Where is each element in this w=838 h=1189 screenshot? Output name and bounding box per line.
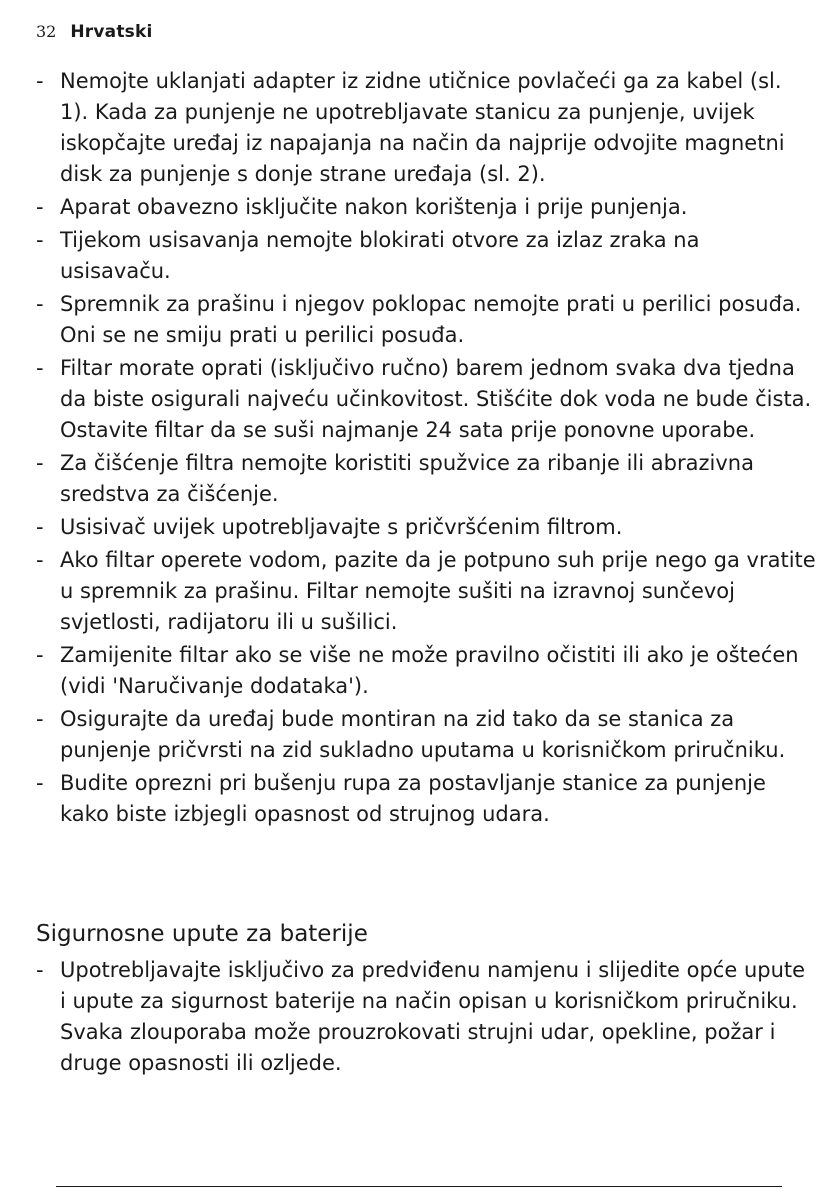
list-item-text: Usisivač uvijek upotrebljavajte s pričvršćenim filtrom. [60,515,623,539]
list-item [36,289,816,351]
page-number: 32 [36,22,57,41]
list-item [36,225,816,287]
list-bullet: - [36,548,44,572]
list-item-text: Osigurajte da uređaj bude montiran na zid tako da se stanica za punjenje pričvrsti na zid sukladno uputama u korisničkom priručniku. [60,707,786,762]
warnings-list [36,66,816,832]
list-item-text: Upotrebljavajte isključivo za predviđenu namjenu i slijedite opće upute i upute za sigurnost baterije na način opisan u korisničkom priručniku. Svaka zlouporaba može prouzrokovati strujni udar, opekline, požar i druge opasnosti ili ozljede. [60,958,806,1075]
list-bullet: - [36,451,44,475]
list-item [36,192,816,223]
list-bullet: - [36,292,44,316]
list-item [36,704,816,766]
list-item-text: Tijekom usisavanja nemojte blokirati otvore za izlaz zraka na usisavaču. [60,228,700,283]
list-bullet: - [36,69,44,93]
battery-safety-list [36,955,816,1081]
list-item [36,512,816,543]
list-item-text: Zamijenite filtar ako se više ne može pravilno očistiti ili ako je oštećen (vidi 'Naručivanje dodataka'). [60,643,799,698]
page-header [36,20,153,44]
list-item-text: Filtar morate oprati (isključivo ručno) barem jednom svaka dva tjedna da biste osigurali najveću učinkovitost. Stišćite dok voda ne bude čista. Ostavite filtar da se suši najmanje 24 sata prije ponovne uporabe. [60,356,812,442]
list-bullet: - [36,515,44,539]
list-item-text: Nemojte uklanjati adapter iz zidne utičnice povlačeći ga za kabel (sl. 1). Kada za punjenje ne upotrebljavate stanicu za punjenje, uvijek iskopčajte uređaj iz napajanja na način da najprije odvojite magnetni disk za punjenje s donje strane uređaja (sl. 2). [60,69,785,186]
list-item-text: Aparat obavezno isključite nakon korištenja i prije punjenja. [60,195,688,219]
list-bullet: - [36,228,44,252]
list-bullet: - [36,195,44,219]
list-item [36,640,816,702]
list-item-text: Spremnik za prašinu i njegov poklopac nemojte prati u perilici posuđa. Oni se ne smiju prati u perilici posuđa. [60,292,802,347]
list-item-text: Budite oprezni pri bušenju rupa za postavljanje stanice za punjenje kako biste izbjegli opasnost od strujnog udara. [60,771,766,826]
list-item [36,448,816,510]
list-bullet: - [36,771,44,795]
list-item [36,66,816,190]
section-label: Hrvatski [70,22,153,42]
footer-divider [56,1186,782,1187]
battery-safety-heading: Sigurnosne upute za baterije [36,921,368,947]
list-item [36,353,816,446]
list-bullet: - [36,707,44,731]
list-item [36,955,816,1079]
list-item-text: Za čišćenje filtra nemojte koristiti spužvice za ribanje ili abrazivna sredstva za čišćenje. [60,451,754,506]
list-bullet: - [36,643,44,667]
list-bullet: - [36,356,44,380]
list-bullet: - [36,958,44,982]
list-item [36,768,816,830]
list-item-text: Ako filtar operete vodom, pazite da je potpuno suh prije nego ga vratite u spremnik za prašinu. Filtar nemojte sušiti na izravnoj sunčevoj svjetlosti, radijatoru ili u sušilici. [60,548,816,634]
list-item [36,545,816,638]
